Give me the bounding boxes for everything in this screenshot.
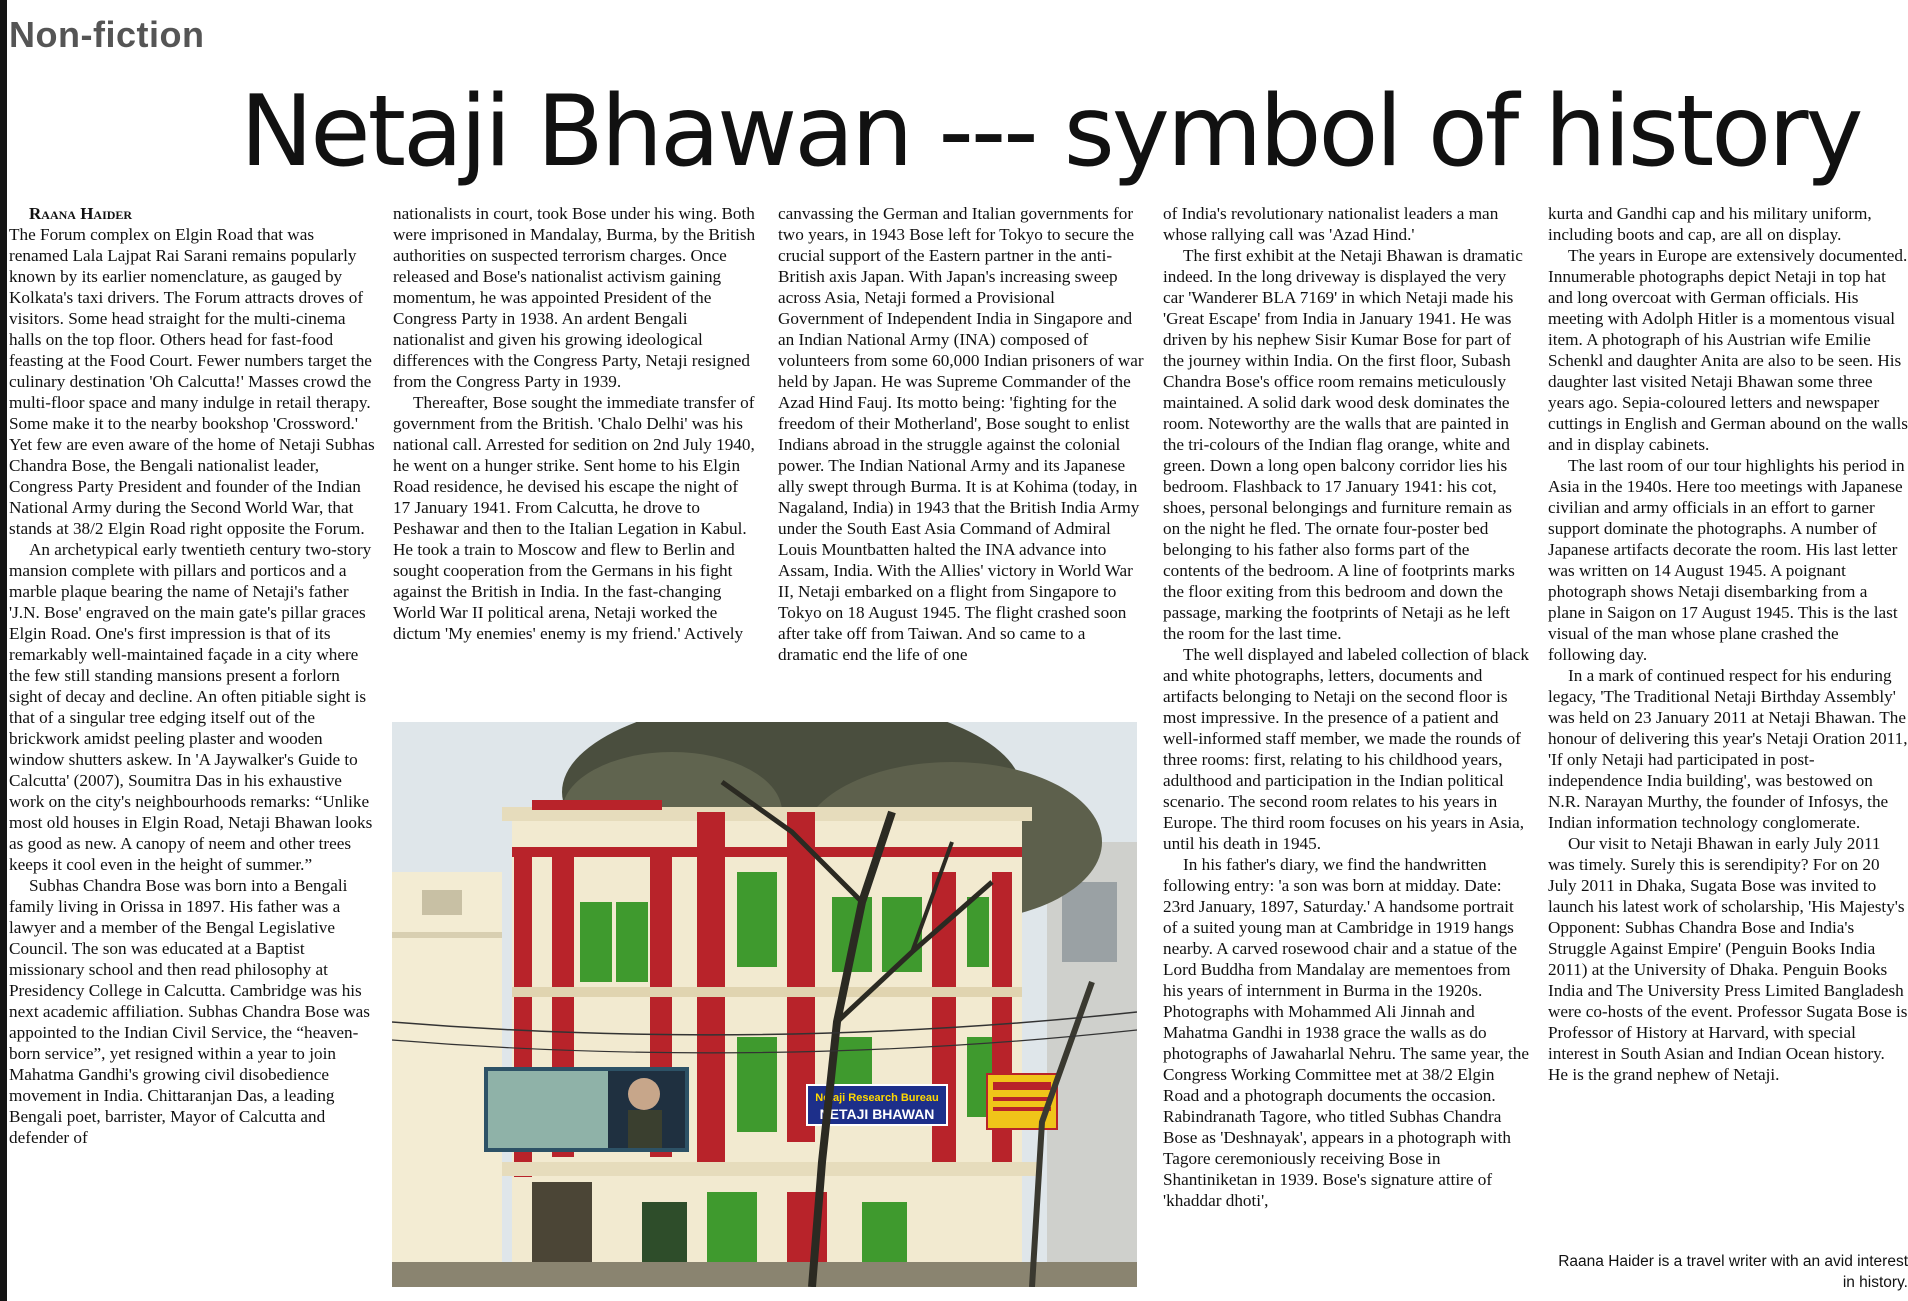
article-column-5 xyxy=(1548,203,1908,1085)
author-note: Raana Haider is a travel writer with an avid interest in history. xyxy=(1558,1253,1908,1291)
section-label: Non-fiction xyxy=(9,14,205,55)
paragraph: of India's revolutionary nationalist leaders a man whose rallying call was 'Azad Hind.' xyxy=(1163,204,1499,244)
paragraph: nationalists in court, took Bose under his wing. Both were imprisoned in Mandalay, Burma, by the British authorities on suspected terrorism charges. Once released and Bose's nationalist activism gaining momentum, he was appointed President of the Congress Party in 1938. An ardent Bengali nationalist and given his growing ideological differences with the Congress Party, Netaji resigned from the Congress Party in 1939. xyxy=(393,204,756,391)
paragraph: In his father's diary, we find the handwritten following entry: 'a son was born at midday. Date: 23rd January, 1897, Saturday.' A handsome portrait of a suited young man at Cambridge in 1919 hangs nearby. A carved rosewood chair and a statue of the Lord Buddha from Mandalay are mementoes from his years of internment in Burma in the 1920s. Photographs with Mohammed Ali Jinnah and Mahatma Gandhi in 1938 grace the walls as do photographs of Jawaharlal Nehru. The same year, the Congress Working Committee met at 38/2 Elgin Road and a photograph documents the occasion. Rabindranath Tagore, who titled Subhas Chandra Bose as 'Deshnayak', appears in a photograph with Tagore ceremoniously receiving Bose in Shantiniketan in 1939. Bose's signature attire of 'khaddar dhoti', xyxy=(1163,855,1530,1210)
signboard-line-1: Netaji Research Bureau xyxy=(815,1092,939,1104)
paragraph: canvassing the German and Italian governments for two years, in 1943 Bose left for Tokyo to secure the crucial support of the Eastern partner in the anti-British axis Japan. With Japan's increasing sweep across Asia, Netaji formed a Provisional Government of Independent India in Singapore and an Indian National Army (INA) composed of volunteers from some 60,000 Indian prisoners of war held by Japan. He was Supreme Commander of the Azad Hind Fauj. Its motto being: 'fighting for the freedom of their Motherland', Bose sought to enlist Indians abroad in the struggle against the colonial power. The Indian National Army and its Japanese ally swept through Burma. It is at Kohima (today, in Nagaland, India) in 1943 that the British India Army under the South East Asia Command of Admiral Louis Mountbatten halted the INA advance into Assam, India. With the Allies' victory in World War II, Netaji embarked on a flight from Singapore to Tokyo on 18 August 1945. The flight crashed soon after take off from Taiwan. And so came to a dramatic end the life of one xyxy=(778,204,1144,664)
signboard-line-2: NETAJI BHAWAN xyxy=(819,1106,935,1122)
byline: Raana Haider xyxy=(29,204,133,223)
paragraph: An archetypical early twentieth century two-story mansion complete with pillars and porticos and a marble plaque bearing the name of Netaji's father 'J.N. Bose' engraved on the main gate's pillar graces Elgin Road. One's first impression is that of its remarkably well-maintained façade in a city where the few still standing mansions present a forlorn sight of decay and decline. An often pitiable sight is that of a singular tree edging itself out of the brickwork amidst peeling plaster and wooden window shutters askew. In 'A Jaywalker's Guide to Calcutta' (2007), Soumitra Das in his exhaustive work on the city's neighbourhoods remarks: “Unlike most old houses in Elgin Road, Netaji Bhawan looks as good as new. A canopy of neem and other trees keeps it cool even in the height of summer.” xyxy=(9,540,373,874)
paragraph: Our visit to Netaji Bhawan in early July 2011 was timely. Surely this is serendipity? For on 20 July 2011 in Dhaka, Sugata Bose was invited to launch his latest work of scholarship, 'His Majesty's Opponent: Subhas Chandra Bose and India's Struggle Against Empire' (Penguin Books India 2011) at the University of Dhaka. Penguin Books India and The University Press Limited Bangladesh were co-hosts of the event. Professor Sugata Bose is Professor of History at Harvard, with special interest in South Asian and Indian Ocean history. He is the grand nephew of Netaji. xyxy=(1548,834,1908,1084)
article-column-1 xyxy=(9,203,375,1148)
article-column-3 xyxy=(778,203,1144,665)
paragraph: The last room of our tour highlights his period in Asia in the 1940s. Here too meetings with Japanese civilian and army officials in an effort to garner support dominate the photographs. A number of Japanese artifacts decorate the room. His last letter was written on 14 August 1945. A poignant photograph shows Netaji disembarking from a plane in Saigon on 17 August 1945. This is the last visual of the man whose plane crashed the following day. xyxy=(1548,456,1905,664)
headline: Netaji Bhawan --- symbol of history xyxy=(240,75,1861,189)
paragraph: The first exhibit at the Netaji Bhawan is dramatic indeed. In the long driveway is displayed the very car 'Wanderer BLA 7169' in which Netaji made his 'Great Escape' from India in January 1941. He was driven by his nephew Sisir Kumar Bose for part of the journey within India. On the first floor, Subash Chandra Bose's office room remains meticulously maintained. A solid dark wood desk dominates the room. Noteworthy are the walls that are painted in the tri-colours of the Indian flag orange, white and green. Down a long open balcony corridor lies his bedroom. Flashback to 17 January 1941: his cot, shoes, personal belongings and furniture remain as on the night he fled. The ornate four-poster bed belonging to his father also forms part of the contents of the bedroom. A line of footprints marks the floor exiting from this bedroom and down the passage, marking the footprints of Netaji as he left the room for the last time. xyxy=(1163,246,1523,643)
paragraph: The well displayed and labeled collection of black and white photographs, letters, documents and artifacts belonging to Netaji on the second floor is most impressive. In the presence of a patient and well-informed staff member, we made the rounds of three rooms: first, relating to his childhood years, adulthood and participation in the Indian political scenario. The second room relates to his years in Europe. The third room focuses on his years in Asia, until his death in 1945. xyxy=(1163,645,1530,853)
paragraph: kurta and Gandhi cap and his military uniform, including boots and cap, are all on display. xyxy=(1548,204,1872,244)
paragraph: The Forum complex on Elgin Road that was renamed Lala Lajpat Rai Sarani remains popularly known by its earlier nomenclature, as gauged by Kolkata's taxi drivers. The Forum attracts droves of visitors. Some head straight for the multi-cinema halls on the top floor. Others head for fast-food feasting at the Food Court. Fewer numbers target the culinary destination 'Oh Calcutta!' Masses crowd the multi-floor space and many indulge in retail therapy. Some make it to the nearby bookshop 'Crossword.' Yet few are even aware of the home of Netaji Subhas Chandra Bose, the Bengali nationalist leader, Congress Party President and founder of the Indian National Army during the Second World War, that stands at 38/2 Elgin Road right opposite the Forum. xyxy=(9,225,375,538)
paragraph: Subhas Chandra Bose was born into a Bengali family living in Orissa in 1897. His father was a lawyer and a member of the Bengal Legislative Council. The son was educated at a Baptist missionary school and then read philosophy at Presidency College in Calcutta. Cambridge was his next academic affiliation. Subhas Chandra Bose was appointed to the Indian Civil Service, the “heaven-born service”, yet resigned within a year to join Mahatma Gandhi's growing civil disobedience movement in India. Chittaranjan Das, a leading Bengali poet, barrister, Mayor of Calcutta and defender of xyxy=(9,876,370,1147)
left-edge-bar xyxy=(0,0,7,1301)
paragraph: The years in Europe are extensively documented. Innumerable photographs depict Netaji in top hat and long overcoat with German officials. His meeting with Adolph Hitler is a momentous visual item. A photograph of his Austrian wife Emilie Schenkl and daughter Anita are also to be seen. His daughter last visited Netaji Bhawan some three years ago. Sepia-coloured letters and newspaper cuttings in English and German abound on the walls and in display cabinets. xyxy=(1548,246,1908,454)
netaji-bhawan-photo xyxy=(392,722,1137,1287)
building-illustration xyxy=(392,722,1137,1287)
paragraph: Thereafter, Bose sought the immediate transfer of government from the British. 'Chalo Delhi' was his national call. Arrested for sedition on 2nd July 1940, he went on a hunger strike. Sent home to his Elgin Road residence, he devised his escape the night of 17 January 1941. From Calcutta, he drove to Peshawar and then to the Italian Legation in Kabul. He took a train to Moscow and flew to Berlin and sought cooperation from the Germans in his fight against the British in India. In the fast-changing World War II political arena, Netaji worked the dictum 'My enemies' enemy is my friend.' Actively xyxy=(393,393,755,643)
article-column-2 xyxy=(393,203,759,644)
paragraph: In a mark of continued respect for his enduring legacy, 'The Traditional Netaji Birthday Assembly' was held on 23 January 2011 at Netaji Bhawan. The honour of delivering this year's Netaji Oration 2011, 'If only Netaji had participated in post-independence India building', was bestowed on N.R. Narayan Murthy, the founder of Infosys, the Indian information technology conglomerate. xyxy=(1548,666,1908,832)
article-column-4 xyxy=(1163,203,1529,1211)
